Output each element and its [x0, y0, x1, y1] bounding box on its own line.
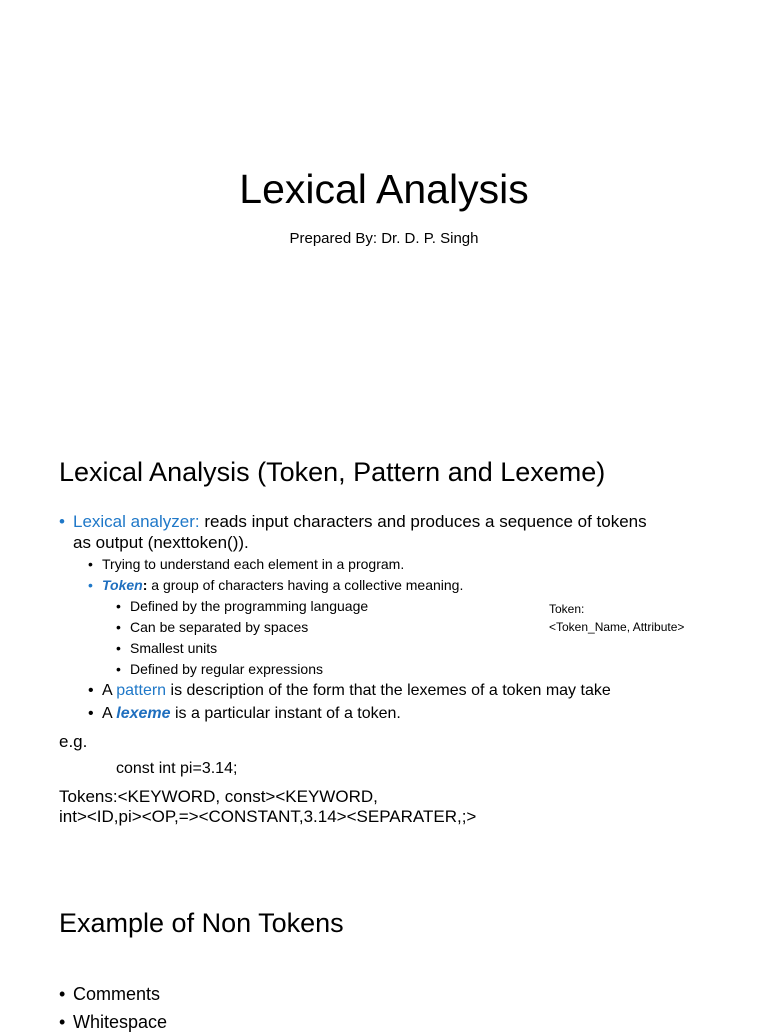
bullet-dot-icon: • — [59, 984, 66, 1004]
bullet-dot-icon: • — [88, 556, 93, 572]
bullet-token — [88, 577, 463, 593]
bullet-lexical-analyzer — [59, 512, 647, 532]
pattern-term: pattern — [116, 682, 167, 699]
lexical-analyzer-text: reads input characters and produces a sequence of tokens — [204, 512, 647, 531]
token-pattern-lexeme-slide — [0, 432, 768, 864]
non-token-item — [59, 1012, 167, 1033]
non-tokens-slide — [0, 864, 768, 1032]
token-colon: : — [142, 577, 148, 593]
token-prop-text: Defined by the programming language — [130, 598, 369, 614]
token-text: a group of characters having a collective meaning. — [151, 577, 464, 593]
bullet-dot-icon: • — [88, 705, 94, 722]
token-prop-item — [116, 598, 368, 614]
token-prop-text: Can be separated by spaces — [130, 619, 309, 635]
pattern-text: is description of the form that the lexemes of a token may take — [170, 682, 611, 699]
example-label: e.g. — [59, 732, 88, 751]
title-slide — [0, 0, 768, 432]
slide-heading: Example of Non Tokens — [59, 908, 344, 938]
non-token-text: Whitespace — [73, 1012, 168, 1032]
slide-title: Lexical Analysis — [239, 166, 529, 212]
example-code: const int pi=3.14; — [116, 760, 238, 777]
lexical-analyzer-text-cont: as output (nexttoken()). — [73, 533, 249, 552]
token-side-note-format: <Token_Name, Attribute> — [549, 620, 685, 634]
bullet-pattern — [88, 682, 611, 700]
bullet-lexeme — [88, 705, 401, 723]
lexeme-term: lexeme — [116, 705, 171, 722]
token-prop-text: Defined by regular expressions — [130, 661, 323, 677]
bullet-dot-icon: • — [59, 1012, 66, 1032]
bullet-dot-icon: • — [116, 619, 121, 635]
token-prop-item — [116, 640, 217, 656]
slide-heading: Lexical Analysis (Token, Pattern and Lexeme) — [59, 457, 606, 487]
pattern-prefix: A — [102, 682, 112, 699]
tokens-line-2: int><ID,pi><OP,=><CONSTANT,3.14><SEPARATER,;> — [59, 807, 477, 826]
non-token-item — [59, 984, 160, 1005]
bullet-dot-icon: • — [116, 661, 121, 677]
lexical-analyzer-term: Lexical analyzer: — [73, 512, 200, 531]
lexeme-prefix: A — [102, 705, 112, 722]
bullet-dot-icon: • — [116, 598, 121, 614]
bullet-dot-icon: • — [88, 682, 94, 699]
token-prop-item — [116, 619, 308, 635]
token-prop-item — [116, 661, 323, 677]
token-prop-text: Smallest units — [130, 640, 218, 656]
slide-subtitle: Prepared By: Dr. D. P. Singh — [289, 230, 479, 247]
tokens-line-1: Tokens:<KEYWORD, const><KEYWORD, — [59, 787, 378, 806]
token-term: Token — [102, 577, 143, 593]
bullet-dot-icon: • — [116, 640, 121, 656]
bullet-trying — [88, 556, 404, 572]
non-token-text: Comments — [73, 984, 161, 1004]
lexeme-text: is a particular instant of a token. — [174, 705, 401, 722]
bullet-dot-icon: • — [88, 577, 93, 593]
token-side-note-label: Token: — [549, 602, 585, 616]
trying-text: Trying to understand each element in a program. — [102, 556, 405, 572]
bullet-dot-icon: • — [59, 512, 65, 531]
